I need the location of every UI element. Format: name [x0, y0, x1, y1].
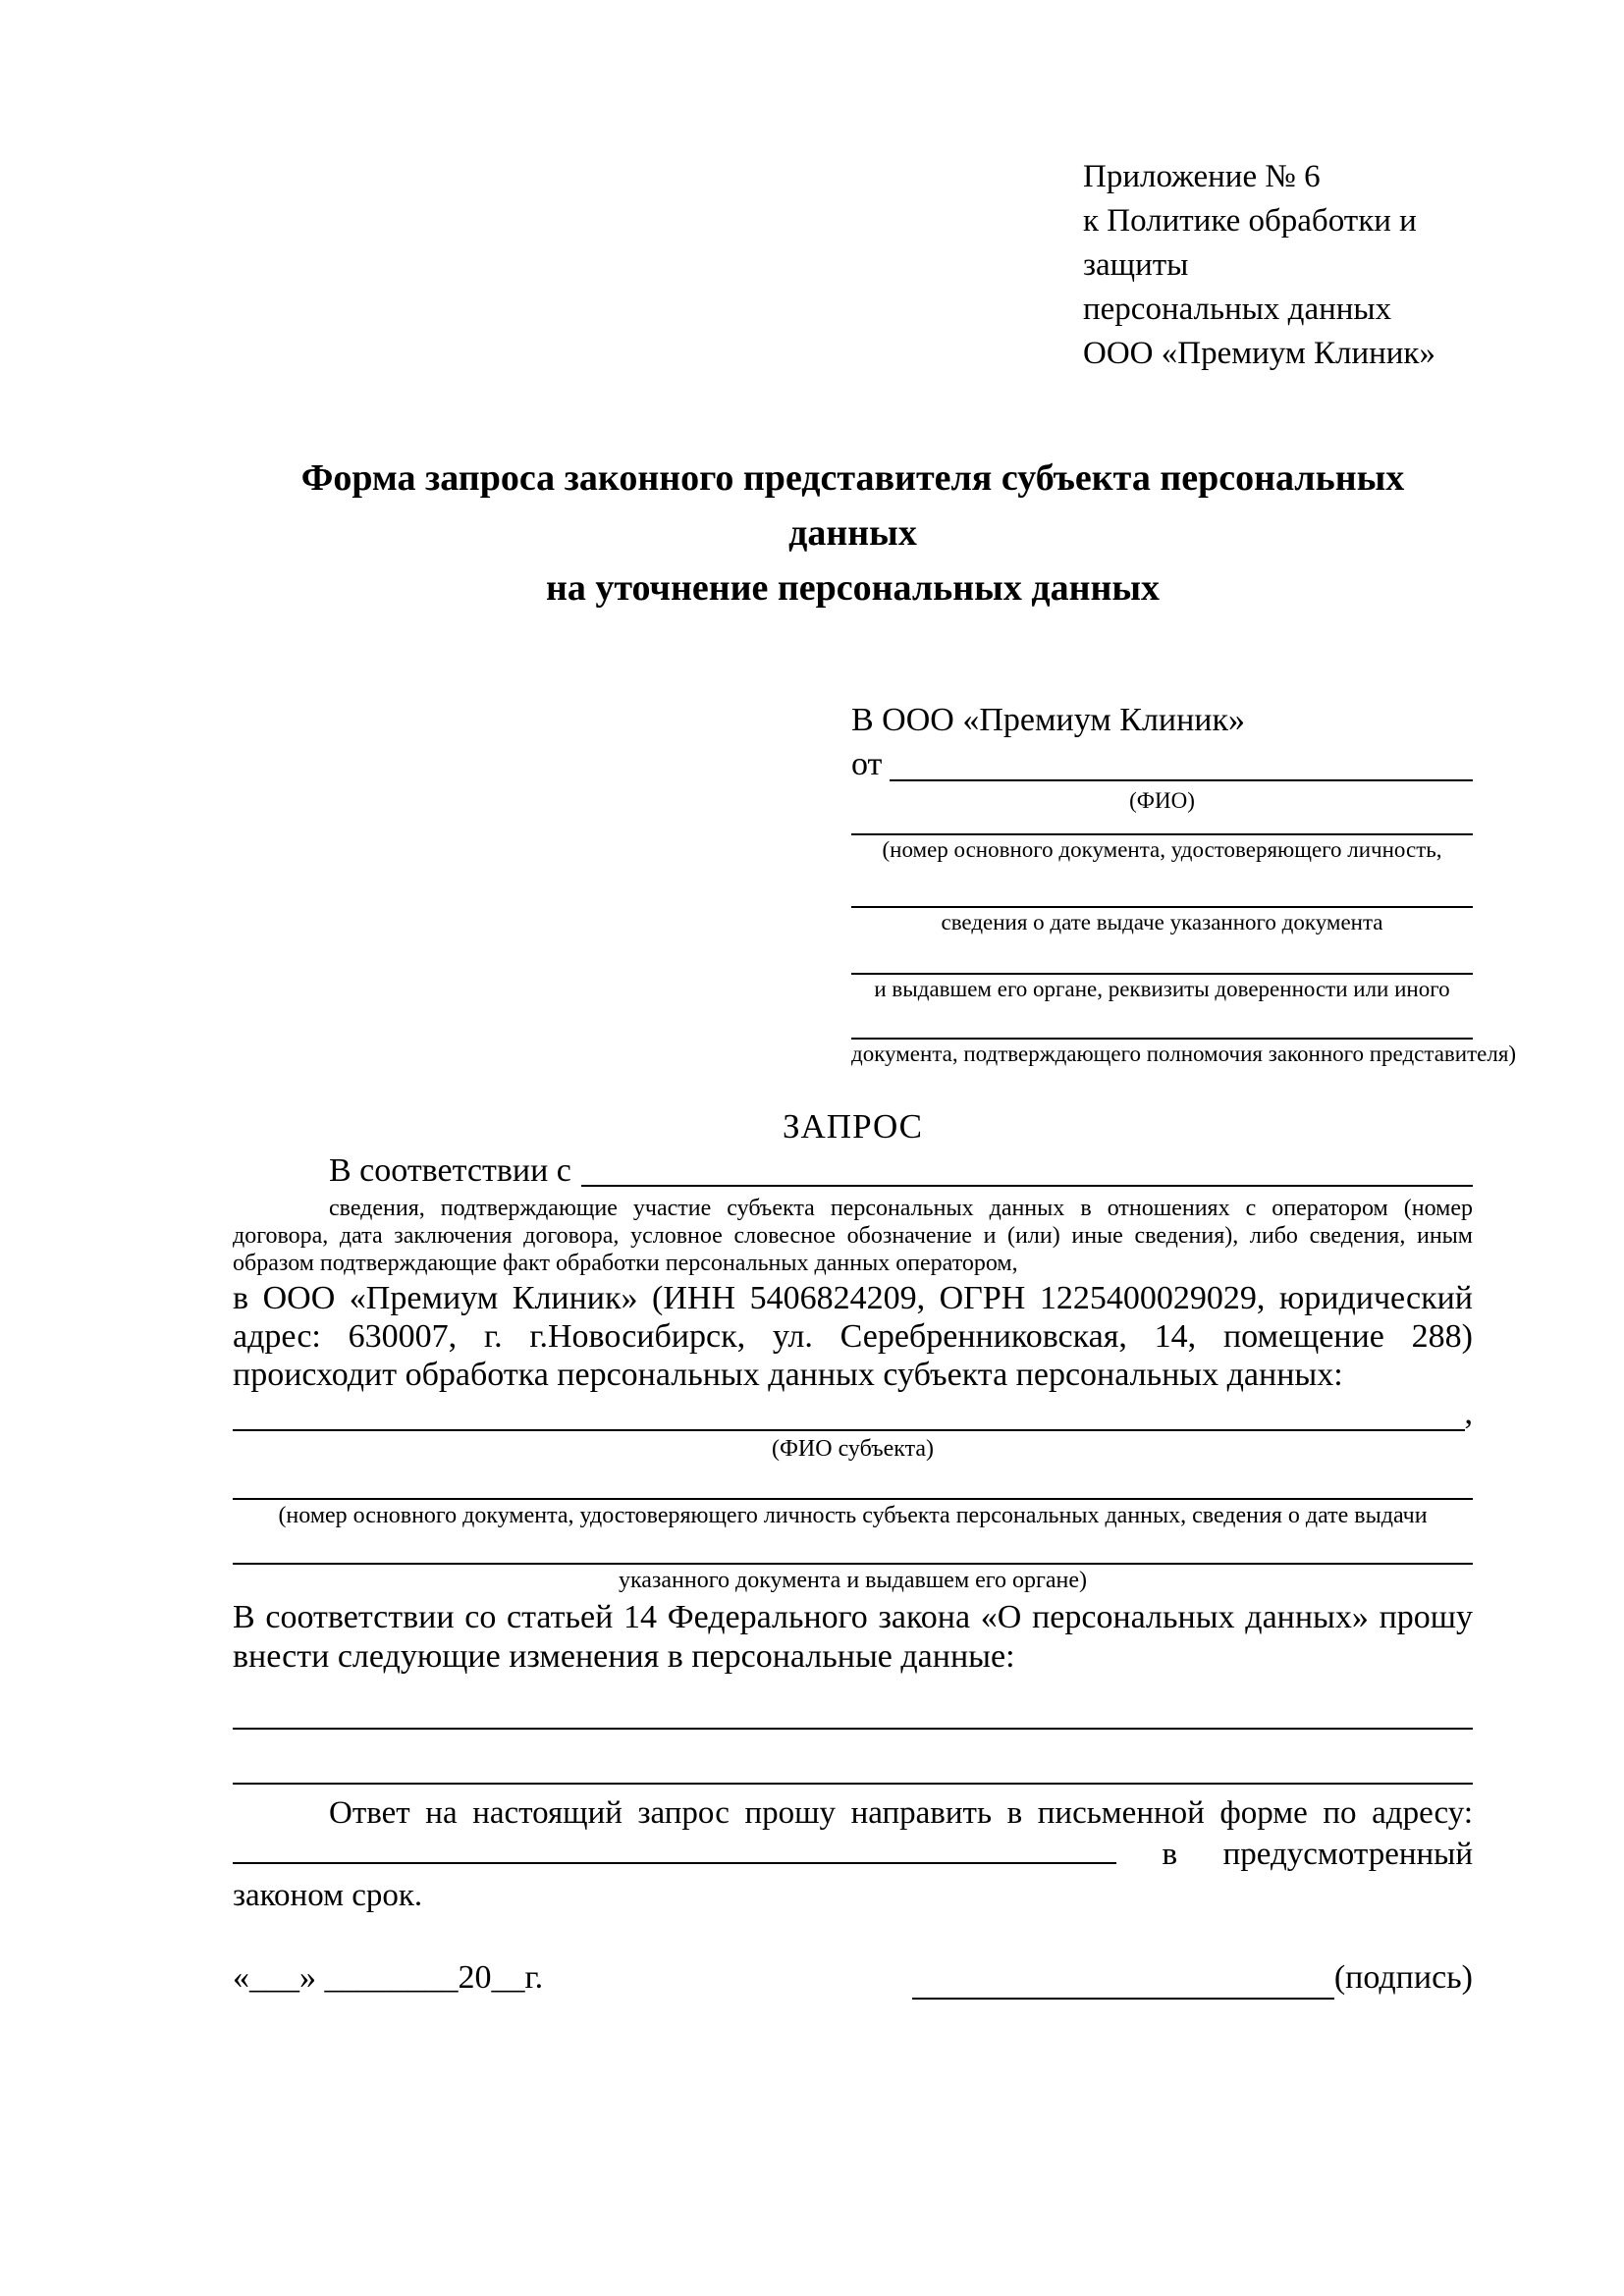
intro-note: сведения, подтверждающие участие субъекта персональных данных в отношениях с оператором (номер договора, дата заключения договора, условное словесное обозначение и (или) иные сведения), либо сведения, иным образом подтверждающие факт обработки персональных данных оператором, — [233, 1196, 1473, 1276]
changes-blank-line-2 — [233, 1730, 1473, 1785]
subject-fio-blank-line — [233, 1394, 1465, 1431]
addressee-block — [851, 698, 1517, 1069]
request-heading: ЗАПРОС — [782, 1107, 924, 1146]
subject-doc-blank-line-1 — [233, 1465, 1473, 1500]
answer-address-blank-line — [233, 1839, 1116, 1864]
page-title-line1: Форма запроса законного представителя субъекта персональных данных — [300, 457, 1405, 554]
doc-powers-blank-line — [851, 1004, 1473, 1040]
subject-doc-caption-1: (номер основного документа, удостоверяющего личность субъекта персональных данных, сведения о дате выдачи — [278, 1503, 1428, 1528]
intro-row — [233, 1149, 1473, 1193]
appendix-line: ООО «Премиум Клиник» — [1083, 336, 1435, 371]
signature-blank-line — [912, 1960, 1334, 2000]
page-title-line2: на уточнение персональных данных — [545, 567, 1161, 609]
appendix-line: к Политике обработки и защиты — [1083, 203, 1417, 283]
doc-number-blank-line — [851, 816, 1473, 835]
changes-blank-line-1 — [233, 1677, 1473, 1730]
addressee-from-row — [851, 742, 1473, 786]
date-line: «___» ________20__г. — [233, 1959, 544, 1996]
subject-fio-caption: (ФИО субъекта) — [771, 1436, 935, 1462]
subject-doc-caption-2: указанного документа и выдавшем его органе) — [618, 1568, 1088, 1593]
doc-issue-date-blank-line — [851, 865, 1473, 908]
signature-caption: (подпись) — [1333, 1959, 1473, 1996]
law-paragraph: В соответствии со статьей 14 Федерального закона «О персональных данных» прошу внести следующие изменения в персональные данные: — [233, 1599, 1473, 1675]
operator-paragraph: в ООО «Премиум Клиник» (ИНН 5406824209, ОГРН 1225400029029, юридический адрес: 630007, г. г.Новосибирск, ул. Серебренниковская, 14, помещение 288) происходит обработка персональных данных субъекта персональных данных: — [233, 1280, 1473, 1393]
intro-blank-line — [581, 1149, 1473, 1187]
subject-fio-comma: , — [1464, 1395, 1473, 1431]
fio-caption: (ФИО) — [1129, 788, 1195, 813]
signature-group — [912, 1955, 1473, 2000]
answer-paragraph — [233, 1792, 1473, 1916]
addressee-from-label: от — [851, 746, 883, 782]
answer-text-before: Ответ на настоящий запрос прошу направить в письменной форме по адресу: — [329, 1795, 1473, 1831]
doc-authority-caption: и выдавшем его органе, реквизиты доверенности или иного — [874, 977, 1450, 1001]
subject-fio-row — [233, 1394, 1473, 1433]
appendix-line: персональных данных — [1083, 292, 1392, 327]
doc-powers-caption: документа, подтверждающего полномочия законного представителя) — [851, 1041, 1517, 1066]
footer-row — [233, 1955, 1473, 2000]
addressee-to: В ООО «Премиум Клиник» — [851, 702, 1246, 738]
from-blank-line — [890, 742, 1473, 781]
answer-text-after: в предусмотренный законом срок. — [233, 1837, 1473, 1913]
doc-issue-date-caption: сведения о дате выдаче указанного документа — [941, 910, 1383, 934]
doc-number-caption: (номер основного документа, удостоверяющего личность, — [882, 837, 1442, 862]
intro-prefix: В соответствии с — [329, 1152, 571, 1189]
page-title — [233, 451, 1473, 615]
appendix-line: Приложение № 6 — [1083, 159, 1321, 194]
doc-authority-blank-line — [851, 937, 1473, 975]
appendix-block — [1083, 155, 1473, 376]
subject-doc-blank-line-2 — [233, 1531, 1473, 1565]
